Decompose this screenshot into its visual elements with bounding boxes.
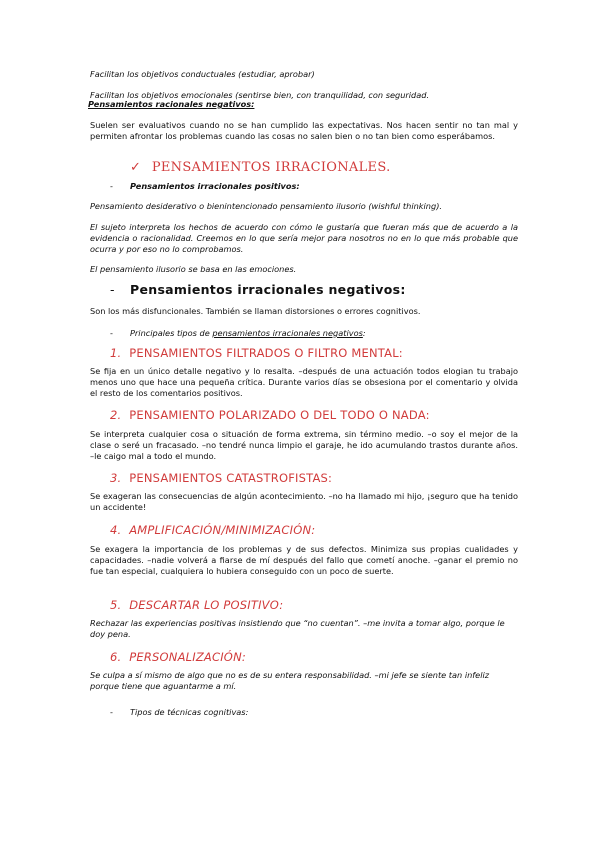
heading-item-2 [110, 408, 538, 422]
dash-bullet: - [110, 328, 113, 338]
item-title: PENSAMIENTOS CATASTROFISTAS: [129, 471, 333, 485]
item-number: 3. [110, 471, 122, 485]
heading-irracionales-negativos: Pensamientos irracionales negativos: [130, 282, 406, 297]
paragraph-mas-disfuncionales: Son los más disfuncionales. También se llaman distorsiones o errores cognitivos. [90, 306, 421, 316]
item-number: 2. [110, 408, 122, 422]
paragraph-objetivos-conductuales: Facilitan los objetivos conductuales (estudiar, aprobar) [90, 69, 315, 79]
item-number: 5. [110, 598, 122, 612]
check-mark-icon: ✓ [130, 160, 142, 175]
tipos-suffix: : [362, 328, 366, 338]
tipos-prefix: Principales tipos de [130, 328, 213, 338]
paragraph-pensamiento-desiderativo: Pensamiento desiderativo o bienintencionado pensamiento ilusorio (wishful thinking). [90, 201, 442, 211]
heading-irracionales-positivos: Pensamientos irracionales positivos: [130, 181, 300, 191]
dash-bullet: - [110, 707, 113, 717]
item-text-4: Se exagera la importancia de los problemas y de sus defectos. Minimiza sus propias cualidades y capacidades. –nadie volverá a fiarse de mí después del fallo que cometí anoche. –ganar el premio no fue tan especial, cualquiera lo hubiera conseguido con un poco de suerte. [90, 544, 518, 576]
item-title: PENSAMIENTOS FILTRADOS O FILTRO MENTAL: [129, 346, 403, 360]
item-text-3: Se exageran las consecuencias de algún acontecimiento. –no ha llamado mi hijo, ¡seguro que ha tenido un accidente! [90, 491, 518, 512]
heading-item-3 [110, 471, 538, 485]
dash-bullet: - [110, 282, 115, 297]
item-text-2: Se interpreta cualquier cosa o situación de forma extrema, sin término medio. –o soy el mejor de la clase o seré un fracasado. –no tendré nunca limpio el garaje, he ido acumulando trastos durante años. –le caigo mal a todo el mundo. [90, 429, 518, 461]
bullet-tecnicas-cognitivas [110, 707, 538, 718]
item-title: AMPLIFICACIÓN/MINIMIZACIÓN: [129, 523, 316, 537]
paragraph-objetivos-emocionales: Facilitan los objetivos emocionales (sentirse bien, con tranquilidad, con seguridad. [90, 90, 430, 100]
heading-irracionales-row [130, 160, 510, 176]
bullet-irracionales-positivos [110, 181, 538, 192]
item-title: PENSAMIENTO POLARIZADO O DEL TODO O NADA: [129, 408, 430, 422]
item-number: 1. [110, 346, 122, 360]
heading-item-1 [110, 346, 538, 360]
item-title: DESCARTAR LO POSITIVO: [129, 598, 284, 612]
dash-bullet: - [110, 181, 113, 191]
paragraph-racionales-negativos: Suelen ser evaluativos cuando no se han cumplido las expectativas. Nos hacen sentir no tan mal y permiten afrontar los problemas cuando las cosas no salen bien o no tan bien como esperábamos. [90, 120, 518, 141]
bullet-principales-tipos [110, 328, 538, 339]
heading-item-6 [110, 650, 538, 664]
item-text-5: Rechazar las experiencias positivas insistiendo que “no cuentan”. –me invita a tomar algo, porque le doy pena. [90, 618, 505, 639]
item-title: PERSONALIZACIÓN: [129, 650, 246, 664]
item-number: 6. [110, 650, 122, 664]
item-text-6: Se culpa a sí mismo de algo que no es de su entera responsabilidad. –mi jefe se siente tan infeliz porque tiene que aguantarme a mí. [90, 670, 490, 691]
tecnicas-label: Tipos de técnicas cognitivas: [130, 707, 249, 717]
paragraph-pensamiento-ilusorio: El pensamiento ilusorio se basa en las emociones. [90, 264, 297, 274]
paragraph-sujeto-interpreta: El sujeto interpreta los hechos de acuerdo con cómo le gustaría que fueran más que de acuerdo a la evidencia o racionalidad. Creemos en lo que sería mejor para nosotros no en lo que más probable que ocurra y por eso no lo comprobamos. [90, 222, 518, 254]
heading-item-5 [110, 598, 538, 612]
item-number: 4. [110, 523, 122, 537]
bullet-irracionales-negativos [110, 282, 538, 298]
heading-item-4 [110, 523, 538, 537]
item-text-1: Se fija en un único detalle negativo y lo resalta. –después de una actuación todos elogian tu trabajo menos uno que hace una pequeña crítica. Durante varios días se obsesiona por el comentario y olvida el resto de los comentarios positivos. [90, 366, 518, 398]
heading-pensamientos-irracionales: PENSAMIENTOS IRRACIONALES. [151, 160, 391, 175]
tipos-underlined: pensamientos irracionales negativos [212, 328, 363, 338]
heading-racionales-negativos: Pensamientos racionales negativos: [88, 99, 255, 109]
